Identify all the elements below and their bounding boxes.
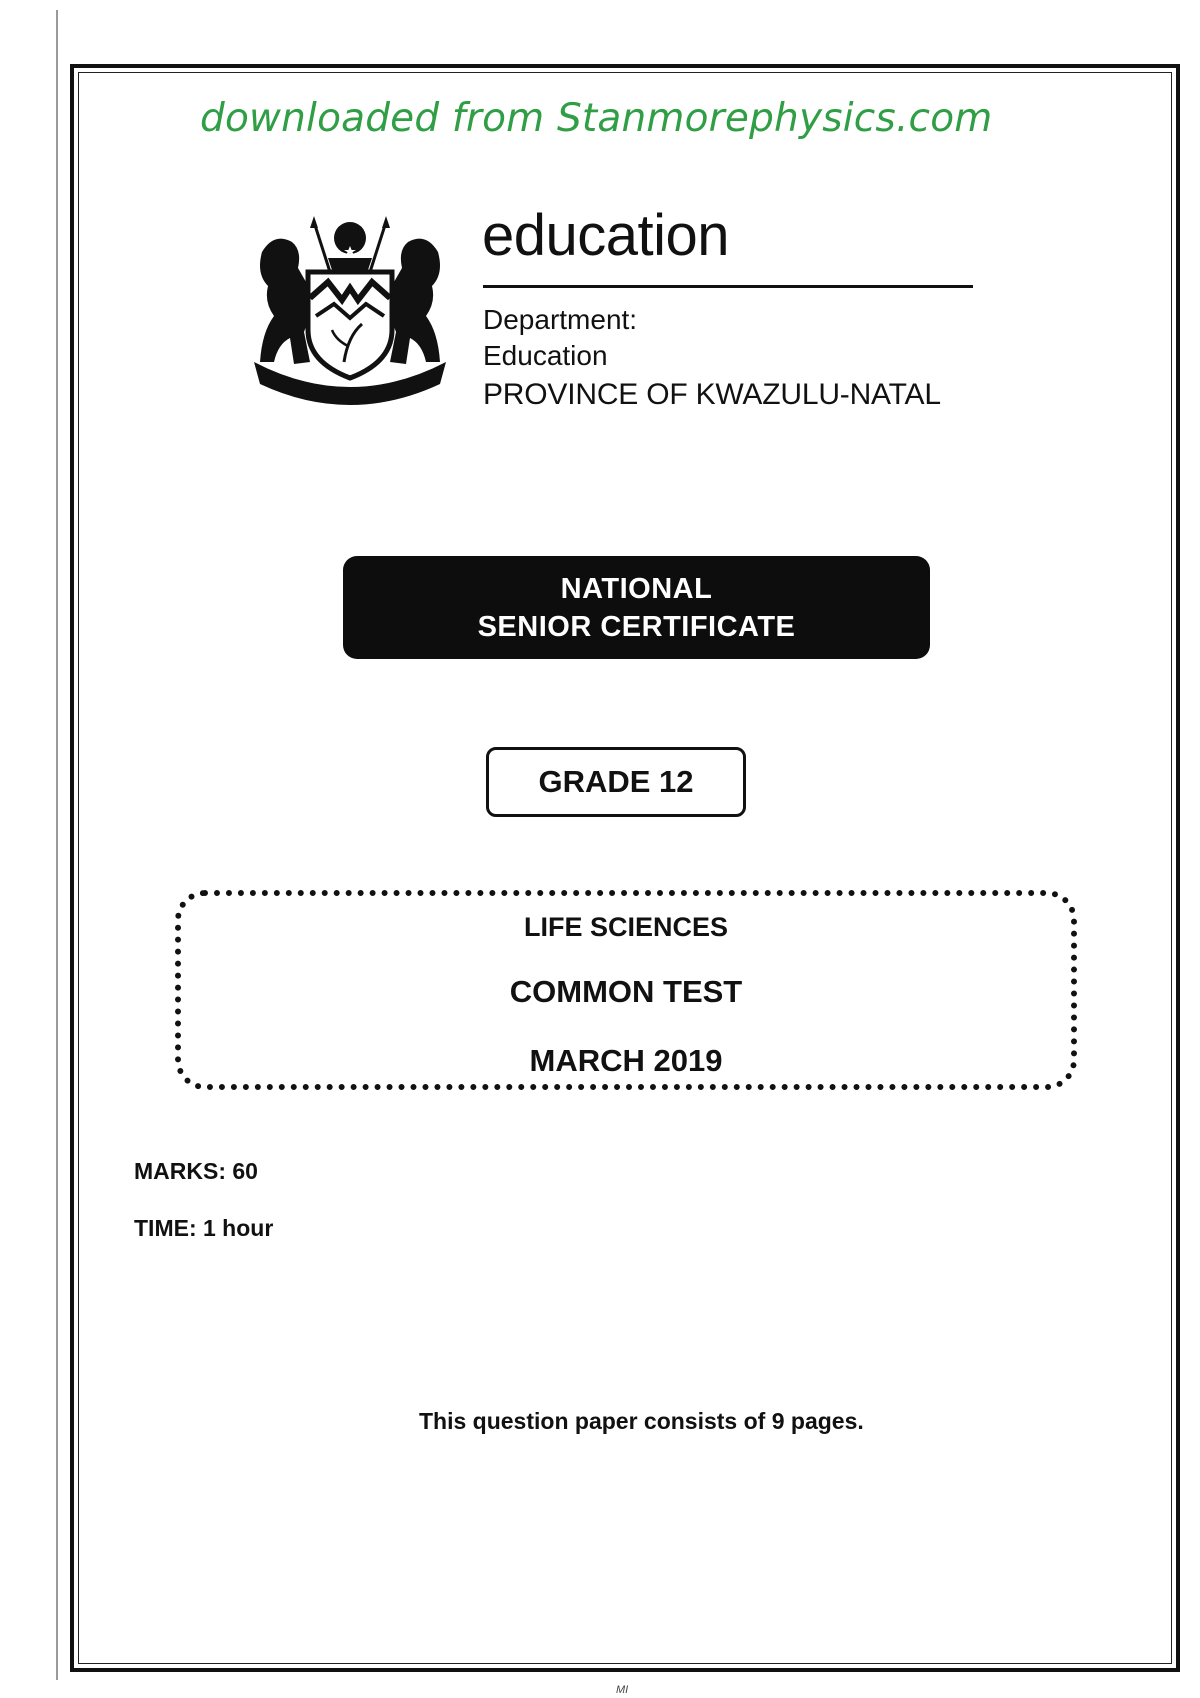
watermark-text: downloaded from Stanmorephysics.com [200,96,993,141]
exam-date: MARCH 2019 [529,1043,723,1078]
footer-initials: MI [616,1684,629,1696]
subject-name: LIFE SCIENCES [523,912,729,942]
wordmark-underline [483,285,973,288]
department-label: Department: [483,304,638,335]
marks-total: MARKS: 60 [134,1158,258,1184]
grade-badge: GRADE 12 [486,747,746,817]
education-wordmark: education [482,203,730,268]
time-allowed: TIME: 1 hour [134,1215,274,1241]
certificate-line-1: NATIONAL [560,572,713,605]
certificate-banner [343,556,930,659]
paper-title: COMMON TEST [509,974,743,1009]
certificate-line-2: SENIOR CERTIFICATE [477,610,796,643]
department-name: Education [483,340,608,371]
province-name: PROVINCE OF KWAZULU-NATAL [483,378,941,411]
scan-edge-line [56,10,58,1680]
coat-of-arms-icon [244,212,456,424]
page-count-note: This question paper consists of 9 pages. [419,1408,864,1434]
